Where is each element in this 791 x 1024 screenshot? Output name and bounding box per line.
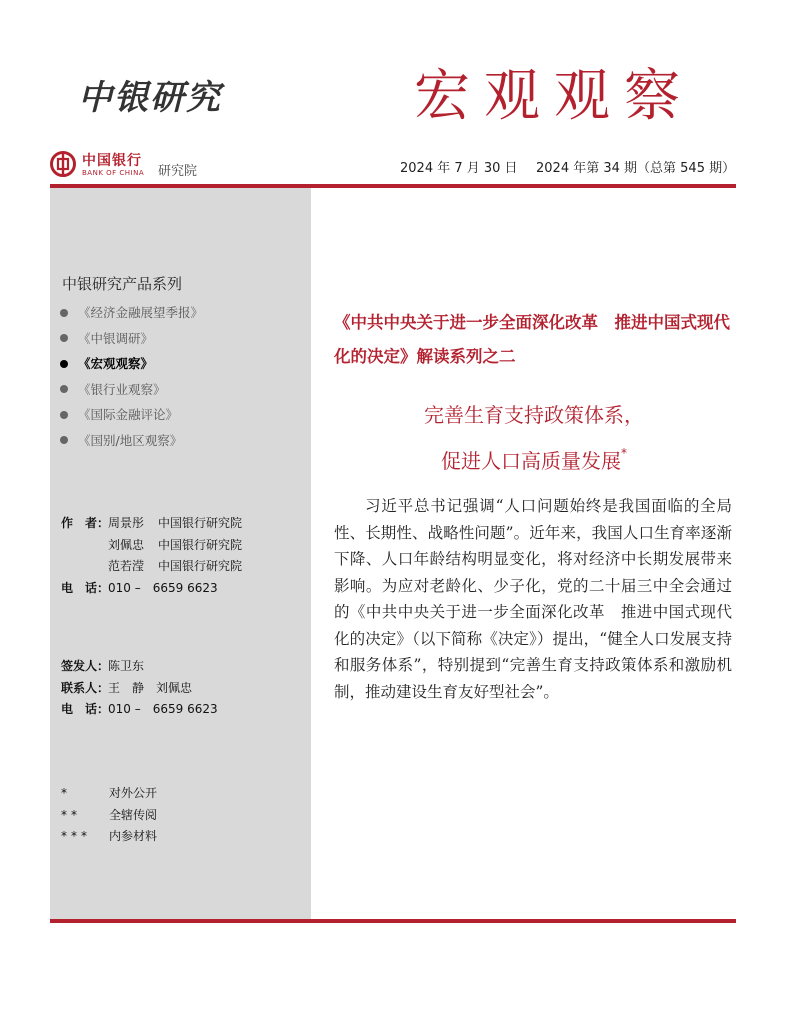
bullet-icon [60, 411, 68, 419]
author-org: 中国银行研究院 [158, 559, 243, 573]
author-org: 中国银行研究院 [158, 537, 243, 552]
author-row [61, 514, 242, 536]
article-body: 习近平总书记强调“人口问题始终是我国面临的全局性、长期性、战略性问题”。近年来，我国人口生育率逐渐下降、人口年龄结构明显变化，将对经济中长期发展带来影响。为应对老龄化、少子化，党的二十届三中全会通过的《中共中央关于进一步全面深化改革 推进中国式现代化的决定》（以下简称《决定》）提出，“健全人口发展支持和服务体系”，特别提到“完善生育支持政策体系和激励机制，推动建设生育友好型社会”。 [334, 497, 732, 701]
issue-number: 2024 年第 34 期（总第 545 期） [536, 161, 736, 176]
author-phone: 010 – 6659 6623 [108, 580, 218, 595]
contact-names: 王 静 刘佩忠 [108, 680, 193, 695]
classification-label: 对外公开 [109, 786, 158, 800]
article-series-subtitle: 《中共中央关于进一步全面深化改革 推进中国式现代化的决定》解读系列之二 [334, 313, 730, 366]
author-name: 范若滢 [108, 559, 145, 573]
author-name: 刘佩忠 [108, 537, 145, 552]
phone-label: 电 话： [61, 580, 110, 595]
contact-phone: 010 – 6659 6623 [108, 702, 218, 716]
classification-stars: * [61, 786, 71, 800]
signer-name: 陈卫东 [108, 659, 145, 673]
zhongyin-research-logo: 中银研究 [78, 78, 222, 118]
series-item: 《中银调研》 [60, 329, 203, 355]
series-list [60, 303, 203, 456]
classification-stars: ** [61, 807, 81, 822]
author-row [61, 536, 242, 558]
classification-label: 全辖传阅 [109, 807, 158, 822]
phone-label: 电 话： [61, 702, 110, 716]
authors-block [61, 514, 242, 600]
bullet-icon [60, 309, 68, 317]
bank-of-china-logo-icon [50, 151, 76, 177]
author-phone-row [61, 579, 242, 601]
series-item: 《银行业观察》 [60, 380, 203, 406]
classification-row [61, 806, 157, 828]
signer-label: 签发人： [61, 659, 110, 673]
series-item: 《经济金融展望季报》 [60, 303, 203, 329]
article-title-line2: 促进人口高质量发展* [441, 446, 627, 473]
article-title [334, 392, 734, 484]
bank-name-en: BANK OF CHINA [82, 169, 145, 177]
author-org: 中国银行研究院 [158, 516, 243, 530]
signer-row [61, 657, 218, 679]
author-row [61, 557, 242, 579]
series-item: 《国际金融评论》 [60, 405, 203, 431]
contact-phone-row [61, 700, 218, 722]
contacts-block [61, 657, 218, 722]
footer-divider [50, 919, 736, 923]
series-item-current: 《宏观观察》 [60, 354, 203, 380]
institute-label: 研究院 [158, 164, 198, 179]
bank-name-cn: 中国银行 [82, 153, 142, 169]
publish-date: 2024 年 7 月 30 日 [400, 161, 518, 176]
bullet-icon [60, 385, 68, 393]
classification-label: 内参材料 [109, 829, 158, 843]
series-item: 《国别/地区观察》 [60, 431, 203, 457]
page-title: 宏观观察 [414, 64, 694, 129]
article-title-line1: 完善生育支持政策体系， [424, 403, 644, 427]
author-name: 周景彤 [108, 516, 145, 530]
classification-block [61, 784, 157, 849]
bullet-icon [60, 436, 68, 444]
contact-row [61, 679, 218, 701]
series-title: 中银研究产品系列 [62, 275, 183, 293]
authors-label: 作 者： [61, 516, 110, 530]
footnote-mark: * [621, 446, 627, 460]
bullet-icon [60, 334, 68, 342]
bullet-icon [60, 360, 68, 368]
classification-stars: *** [61, 829, 91, 843]
contact-label: 联系人： [61, 680, 110, 695]
classification-row [61, 784, 157, 806]
classification-row [61, 827, 157, 849]
